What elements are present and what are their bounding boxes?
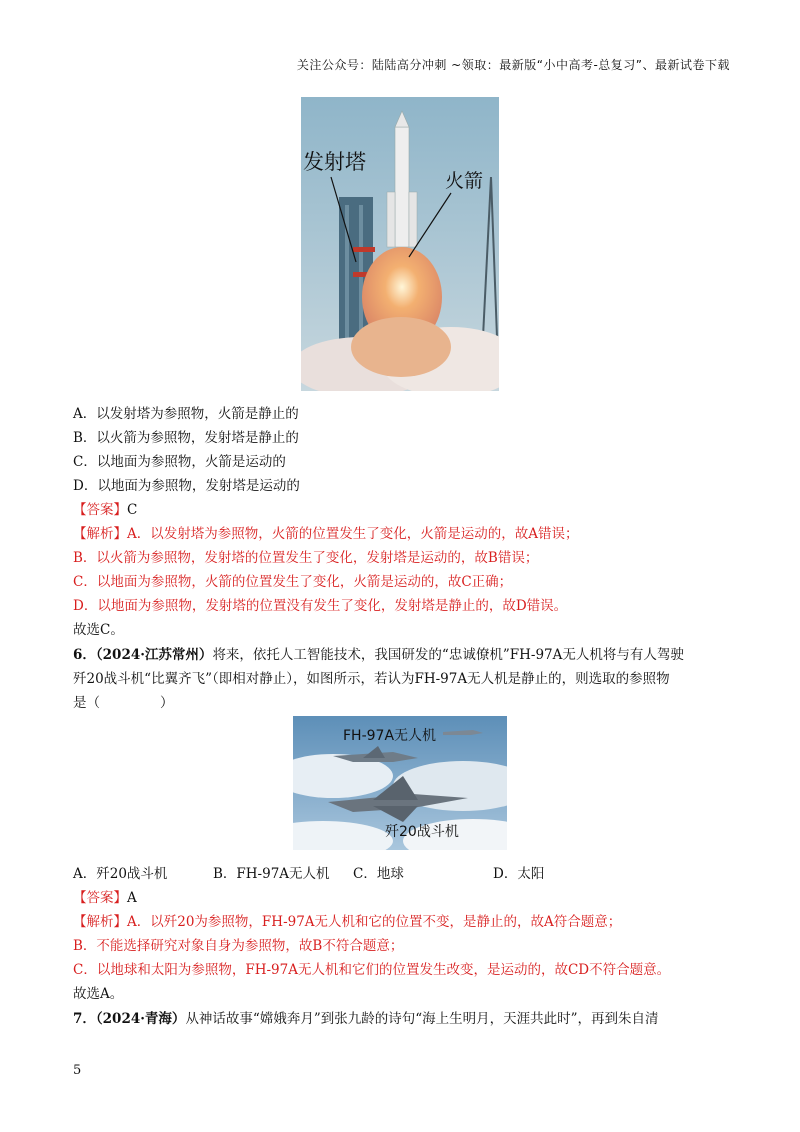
q5-option-d: D．以地面为参照物，发射塔是运动的 [73, 478, 300, 494]
q5-conclusion: 故选C。 [73, 622, 124, 638]
aircraft-illustration [293, 716, 507, 850]
q7-stem-text: 从神话故事“嫦娥奔月”到张九龄的诗句“海上生明月，天涯共此时”，再到朱自清 [185, 1011, 659, 1027]
q6-option-c: C．地球 [353, 866, 404, 882]
q6-stem-line3-close: ） [160, 695, 174, 711]
q7-stem [73, 1007, 659, 1027]
tower-label: 发射塔 [303, 150, 366, 174]
q6-analysis-c: C．以地球和太阳为参照物，FH-97A无人机和它们的位置发生改变，是运动的，故CD不符合题意。 [73, 962, 671, 978]
rocket-label: 火箭 [445, 170, 484, 192]
q6-conclusion: 故选A。 [73, 986, 124, 1002]
q6-stem-line1 [73, 643, 684, 663]
q6-answer-tag: 【答案】 [73, 890, 127, 906]
q7-number: 7． [73, 1011, 96, 1027]
q6-option-d: D．太阳 [493, 866, 545, 882]
q6-analysis-b: B．不能选择研究对象自身为参照物，故B不符合题意； [73, 938, 404, 954]
q6-source: （2024·江苏常州） [95, 647, 213, 663]
q6-stem-line3 [73, 691, 174, 711]
q6-stem-text: 将来，依托人工智能技术，我国研发的“忠诚僚机”FH-97A无人机将与有人驾驶 [212, 647, 684, 663]
q5-analysis-b: B．以火箭为参照物，发射塔的位置发生了变化，发射塔是运动的，故B错误； [73, 550, 539, 566]
q5-analysis-c: C．以地面为参照物，火箭的位置发生了变化，火箭是运动的，故C正确； [73, 574, 513, 590]
q6-stem-line3-open: 是（ [73, 695, 100, 711]
rocket-launch-illustration [301, 97, 499, 391]
q5-answer-value: C [127, 502, 138, 518]
q6-number: 6． [73, 647, 96, 663]
q6-answer [73, 886, 137, 906]
q5-option-c: C．以地面为参照物，火箭是运动的 [73, 454, 286, 470]
page-number: 5 [73, 1063, 82, 1078]
q5-option-b: B．以火箭为参照物，发射塔是静止的 [73, 430, 299, 446]
q5-option-a: A．以发射塔为参照物，火箭是静止的 [73, 406, 299, 422]
q5-analysis-a [73, 522, 579, 542]
q5-analysis-d: D．以地面为参照物，发射塔的位置没有发生了变化，发射塔是静止的，故D错误。 [73, 598, 568, 614]
q5-answer-tag: 【答案】 [73, 502, 127, 518]
page-header: 关注公众号：陆陆高分冲刺 ~领取：最新版“小中高考-总复习”、最新试卷下载 [296, 58, 730, 72]
q6-stem-line2: 歼20战斗机“比翼齐飞”（即相对静止），如图所示，若认为FH-97A无人机是静止的，则选取的参照物 [73, 671, 670, 687]
fighter-label: 歼20战斗机 [385, 824, 459, 840]
q6-analysis-line: A．以歼20为参照物，FH-97A无人机和它的位置不变，是静止的，故A符合题意； [127, 914, 622, 930]
drone-label: FH-97A无人机 [343, 728, 437, 744]
q7-source: （2024·青海） [95, 1011, 186, 1027]
q5-answer [73, 498, 137, 518]
q6-option-b: B．FH-97A无人机 [213, 866, 330, 882]
q6-analysis-tag: 【解析】 [73, 914, 127, 930]
q6-option-a: A．歼20战斗机 [73, 866, 168, 882]
q5-analysis-line: A．以发射塔为参照物，火箭的位置发生了变化，火箭是运动的，故A错误； [127, 526, 579, 542]
q6-options [73, 862, 544, 882]
aircraft-figure [293, 716, 507, 850]
rocket-launch-figure [301, 97, 499, 391]
q6-answer-value: A [127, 890, 137, 906]
q5-analysis-tag: 【解析】 [73, 526, 127, 542]
q6-analysis-a [73, 910, 621, 930]
